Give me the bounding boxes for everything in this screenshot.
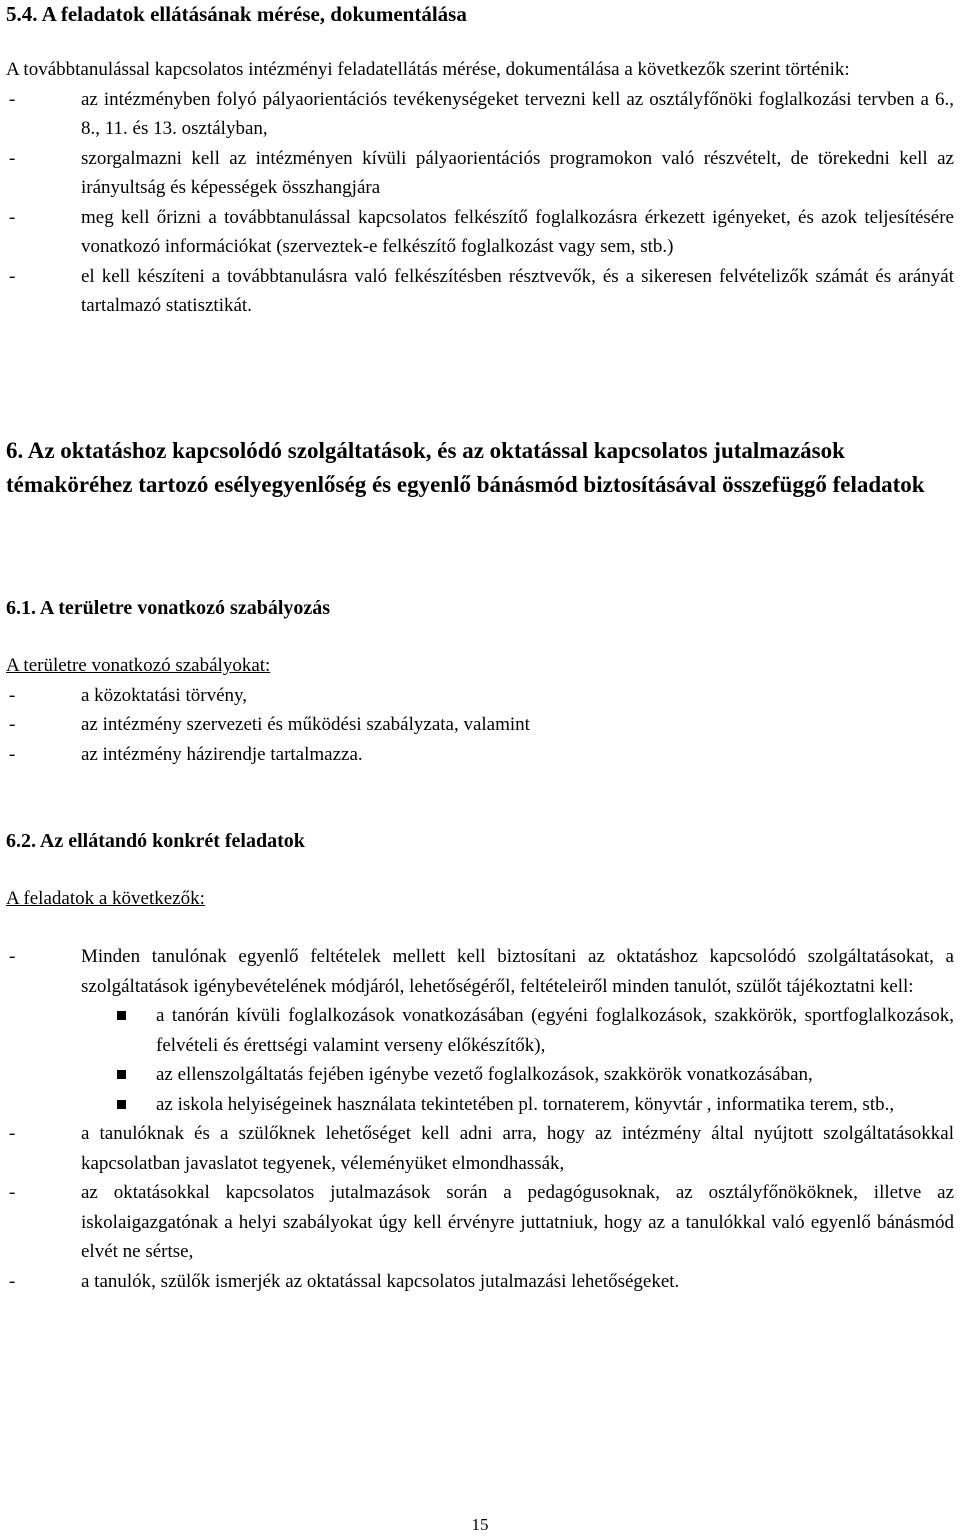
section-6-1-heading: 6.1. A területre vonatkozó szabályozás <box>6 597 331 619</box>
dash-marker: - <box>9 147 16 169</box>
section-6-2-lead: A feladatok a következők: <box>6 888 205 909</box>
sublist-item: a tanórán kívüli foglalkozások vonatkozásában (egyéni foglalkozások, szakkörök, sportfoglalkozások, felvételi és érettségi valamint verseny előkészítők), <box>6 1001 954 1060</box>
list-item: - az intézmény szervezeti és működési szabályzata, valamint <box>6 710 954 740</box>
section-5-4-list <box>6 85 954 321</box>
section-6-1-body <box>6 651 954 769</box>
list-item: - meg kell őrizni a továbbtanulással kapcsolatos felkészítő foglalkozásra érkezett igényeket, és azok teljesítésére vonatkozó információkat (szerveztek-e felkészítő foglalkozást vagy sem, stb.) <box>6 203 954 262</box>
dash-marker: - <box>9 1182 16 1203</box>
section-6-2-list <box>6 942 954 1001</box>
dash-marker: - <box>9 946 16 967</box>
section-6-1-list <box>6 681 954 770</box>
section-6-2-list-continued <box>6 1119 954 1296</box>
dash-marker: - <box>9 714 16 735</box>
section-6-2-body <box>6 942 954 1296</box>
list-item: - a tanulóknak és a szülőknek lehetőséget kell adni arra, hogy az intézmény által nyújtott szolgáltatásokkal kapcsolatban javaslatot tegyenek, véleményüket elmondhassák, <box>6 1119 954 1178</box>
list-item: - a közoktatási törvény, <box>6 681 954 711</box>
sublist-item: az ellenszolgáltatás fejében igénybe vezető foglalkozások, szakkörök vonatkozásában, <box>6 1060 954 1090</box>
sublist-item: az iskola helyiségeinek használata tekintetében pl. tornaterem, könyvtár , informatika terem, stb., <box>6 1090 954 1120</box>
section-6-heading: 6. Az oktatáshoz kapcsolódó szolgáltatások, és az oktatással kapcsolatos jutalmazások témaköréhez tartozó esélyegyenlőség és egyenlő bánásmód biztosításával összefüggő feladatok <box>6 438 925 497</box>
square-bullet-icon <box>117 1070 126 1079</box>
dash-marker: - <box>9 265 16 287</box>
list-item: - az intézményben folyó pályaorientációs tevékenységeket tervezni kell az osztályfőnöki foglalkozási tervben a 6., 8., 11. és 13. osztályban, <box>6 85 954 144</box>
list-item: - az intézmény házirendje tartalmazza. <box>6 740 954 770</box>
dash-marker: - <box>9 684 16 706</box>
dash-marker: - <box>9 1123 16 1144</box>
square-bullet-icon <box>117 1011 126 1020</box>
section-5-4-intro: A továbbtanulással kapcsolatos intézményi feladatellátás mérése, dokumentálása a következők szerint történik: <box>6 59 850 80</box>
list-item: - el kell készíteni a továbbtanulásra való felkészítésben résztvevők, és a sikeresen felvételizők számát és arányát tartalmazó statisztikát. <box>6 262 954 321</box>
section-5-4-body <box>6 55 954 321</box>
list-item: - a tanulók, szülők ismerjék az oktatással kapcsolatos jutalmazási lehetőségeket. <box>6 1267 954 1297</box>
dash-marker: - <box>9 88 16 110</box>
square-bullet-icon <box>117 1100 126 1109</box>
section-6-1-lead: A területre vonatkozó szabályokat: <box>6 655 271 676</box>
dash-marker: - <box>9 1270 16 1292</box>
list-item: - az oktatásokkal kapcsolatos jutalmazások során a pedagógusoknak, az osztályfőnököknek, illetve az iskolaigazgatónak a helyi szabályokat úgy kell érvényre juttatniuk, hogy az a tanulókkal való egyenlő bánásmód elvét ne sértse, <box>6 1178 954 1267</box>
section-6-2-sublist <box>6 1001 954 1119</box>
list-item: - szorgalmazni kell az intézményen kívüli pályaorientációs programokon való részvételt, de törekedni kell az irányultság és képességek összhangjára <box>6 144 954 203</box>
list-item: - Minden tanulónak egyenlő feltételek mellett kell biztosítani az oktatáshoz kapcsolódó szolgáltatásokat, a szolgáltatások igénybevételének módjáról, lehetőségéről, feltételeiről minden tanulót, szülőt tájékoztatni kell: <box>6 942 954 1001</box>
page-number: 15 <box>471 1515 489 1534</box>
section-6-2-heading: 6.2. Az ellátandó konkrét feladatok <box>6 830 305 852</box>
section-5-4-heading: 5.4. A feladatok ellátásának mérése, dokumentálása <box>6 2 467 26</box>
dash-marker: - <box>9 743 16 765</box>
dash-marker: - <box>9 206 16 228</box>
